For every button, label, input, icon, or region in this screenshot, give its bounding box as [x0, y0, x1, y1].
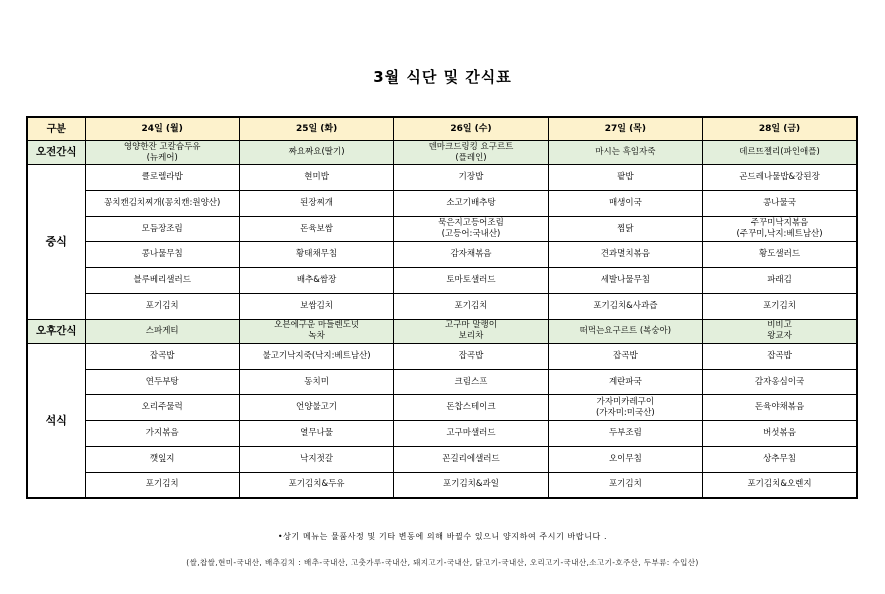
menu-cell: [703, 343, 857, 369]
menu-cell: [239, 369, 393, 395]
menu-cell: [394, 216, 548, 242]
menu-item-text: 매생이국: [608, 197, 642, 208]
lunch-row: [27, 165, 857, 191]
menu-item-text: 감자채볶음: [450, 249, 492, 260]
menu-item-text: 연두부탕: [145, 376, 179, 387]
menu-cell: [703, 268, 857, 294]
meal-category-label: 오전간식: [27, 141, 85, 165]
meal-category-label: 오후간식: [27, 319, 85, 343]
menu-cell: [703, 242, 857, 268]
menu-item-text: 오이무침: [608, 453, 642, 464]
menu-cell: [703, 141, 857, 165]
menu-item-text: 떠먹는요구르트 (복숭아): [579, 325, 672, 336]
menu-item-text: 오리주물럭: [141, 402, 183, 413]
menu-item-text: 언양불고기: [296, 402, 338, 413]
menu-item-text: 잡곡밥: [149, 350, 175, 361]
menu-item-text: 감자옹심이국: [754, 376, 805, 387]
header-day: 25일 (화): [239, 117, 393, 141]
origin-info-text: (쌀,찹쌀,현미-국내산, 배추김치 : 배추-국내산, 고춧가루-국내산, 돼지고기-국내산, 닭고기-국내산, 오리고기-국내산,소고기-호주산, 두부류: 수입산): [186, 558, 699, 567]
menu-item-text: 고구마 말랭이: [444, 320, 497, 331]
menu-item-text: 영양한잔 고칼슘두유: [123, 141, 201, 152]
menu-cell: [85, 293, 239, 319]
menu-cell: [703, 190, 857, 216]
menu-item-text: 포기김치&두유: [288, 479, 345, 490]
menu-item-text: 클로렐라밥: [141, 172, 183, 183]
menu-cell: [548, 319, 702, 343]
menu-item-text: 세발나물무침: [600, 275, 650, 286]
menu-cell: [703, 293, 857, 319]
menu-item-text: 현미밥: [304, 172, 329, 183]
menu-cell: [548, 369, 702, 395]
dinner-row: [27, 369, 857, 395]
menu-cell: [239, 190, 393, 216]
menu-item-text: 동치미: [304, 376, 329, 387]
header-category: 구분: [27, 117, 85, 141]
menu-cell: [239, 319, 393, 343]
menu-item-text: 가지볶음: [145, 428, 179, 439]
menu-item-text: 스파게티: [145, 325, 179, 336]
menu-item-text: 된장찌개: [300, 197, 334, 208]
menu-item-text: (가자미:미국산): [595, 407, 655, 418]
menu-item-text: 깻잎지: [149, 453, 175, 464]
menu-cell: [239, 141, 393, 165]
menu-cell: [703, 446, 857, 472]
menu-cell: [394, 165, 548, 191]
menu-item-text: 포기김치&오렌지: [747, 479, 812, 490]
menu-item-text: 보리차: [458, 331, 484, 342]
menu-item-text: 파래김: [767, 275, 792, 286]
menu-item-text: 돈찹스테이크: [446, 402, 496, 413]
menu-cell: [239, 421, 393, 447]
menu-item-text: 잡곡밥: [613, 350, 638, 361]
menu-item-text: 덴마크드링킹 요구르트: [428, 141, 514, 152]
menu-cell: [85, 141, 239, 165]
menu-item-text: 비비고: [767, 320, 792, 331]
menu-item-text: 곤드레나물밥&강된장: [739, 172, 820, 183]
menu-item-text: 포기김치: [763, 300, 796, 311]
menu-cell: [548, 343, 702, 369]
menu-cell: [548, 141, 702, 165]
menu-item-text: 가자미카레구이: [596, 396, 655, 407]
menu-cell: [394, 369, 548, 395]
menu-cell: [703, 216, 857, 242]
menu-cell: [548, 216, 702, 242]
menu-item-text: (뉴케어): [146, 152, 178, 163]
menu-item-text: 포기김치: [454, 300, 488, 311]
menu-item-text: (주꾸미,낙지:베트남산): [736, 229, 823, 240]
menu-item-text: 마시는 흑임자죽: [595, 147, 656, 158]
menu-item-text: 팥밥: [617, 172, 634, 183]
menu-cell: [85, 343, 239, 369]
menu-cell: [703, 472, 857, 498]
menu-item-text: 짜요짜요(딸기): [288, 147, 345, 158]
menu-cell: [394, 242, 548, 268]
menu-cell: [85, 369, 239, 395]
menu-item-text: 녹차: [308, 331, 325, 342]
menu-cell: [239, 293, 393, 319]
menu-cell: [394, 268, 548, 294]
menu-item-text: 모듬장조림: [141, 223, 183, 234]
menu-cell: [239, 165, 393, 191]
menu-cell: [85, 216, 239, 242]
menu-cell: [703, 319, 857, 343]
menu-cell: [548, 395, 702, 421]
menu-cell: [239, 395, 393, 421]
lunch-row: [27, 216, 857, 242]
menu-cell: [548, 268, 702, 294]
menu-item-text: 꽁치캔김치찌개(꽁치캔:원양산): [104, 197, 221, 208]
menu-item-text: 기장밥: [458, 172, 484, 183]
menu-item-text: 콩나물국: [763, 197, 796, 208]
menu-cell: [394, 190, 548, 216]
notice-text: •상기 메뉴는 물품사정 및 기타 변동에 의해 바뀔수 있으니 양지하여 주시기 바랍니다 .: [277, 532, 608, 541]
dinner-row: [27, 472, 857, 498]
menu-cell: [85, 446, 239, 472]
menu-cell: [548, 242, 702, 268]
menu-cell: [239, 343, 393, 369]
page-title: 3월 식단 및 간식표: [373, 68, 512, 86]
menu-item-text: 포기김치: [145, 479, 179, 490]
dinner-row: [27, 446, 857, 472]
menu-cell: [548, 165, 702, 191]
menu-cell: [239, 216, 393, 242]
menu-item-text: 견과멸치볶음: [600, 249, 650, 260]
menu-cell: [394, 319, 548, 343]
menu-item-text: 황도샐러드: [759, 249, 801, 260]
menu-cell: [548, 190, 702, 216]
menu-item-text: 포기김치: [608, 479, 642, 490]
menu-item-text: 버섯볶음: [763, 428, 796, 439]
menu-item-text: 황태채무침: [296, 249, 338, 260]
menu-item-text: 포기김치: [145, 300, 179, 311]
menu-cell: [85, 268, 239, 294]
menu-item-text: 왕교자: [767, 331, 792, 342]
menu-cell: [239, 472, 393, 498]
meal-category-label: 중식: [27, 165, 85, 320]
menu-cell: [85, 319, 239, 343]
menu-item-text: 낙지젓갈: [300, 453, 334, 464]
menu-item-text: 묵은지고등어조림: [438, 218, 504, 229]
dinner-row: [27, 421, 857, 447]
menu-item-text: 배추&쌈장: [296, 275, 337, 286]
menu-item-text: 포기김치&사과즙: [593, 300, 658, 311]
menu-cell: [548, 421, 702, 447]
lunch-row: [27, 190, 857, 216]
header-day: 28일 (금): [703, 117, 857, 141]
menu-item-text: 두부조림: [608, 428, 642, 439]
menu-item-text: 돈육야채볶음: [754, 402, 805, 413]
menu-item-text: 계란파국: [608, 376, 642, 387]
menu-cell: [703, 369, 857, 395]
menu-item-text: (플레인): [455, 152, 487, 163]
header-day: 26일 (수): [394, 117, 548, 141]
menu-item-text: 잡곡밥: [767, 350, 792, 361]
menu-item-text: 열무나물: [300, 428, 334, 439]
menu-item-text: 상추무침: [763, 453, 796, 464]
menu-cell: [548, 446, 702, 472]
header-day: 27일 (목): [548, 117, 702, 141]
menu-item-text: 크림스프: [454, 376, 488, 387]
header-day: 24일 (월): [85, 117, 239, 141]
menu-cell: [703, 421, 857, 447]
menu-cell: [548, 293, 702, 319]
morning-snack-row: [27, 141, 857, 165]
meal-category-label: 석식: [27, 343, 85, 498]
menu-cell: [85, 242, 239, 268]
menu-cell: [703, 395, 857, 421]
lunch-row: [27, 293, 857, 319]
lunch-row: [27, 268, 857, 294]
menu-cell: [394, 141, 548, 165]
menu-cell: [85, 395, 239, 421]
menu-item-text: (고등어:국내산): [441, 229, 501, 240]
menu-cell: [394, 395, 548, 421]
menu-cell: [394, 343, 548, 369]
menu-cell: [394, 446, 548, 472]
menu-item-text: 불고기낙지죽(낙지:베트남산): [262, 350, 371, 361]
menu-item-text: 꼰길리에샐러드: [442, 453, 500, 464]
menu-cell: [394, 421, 548, 447]
meal-schedule-table: [26, 116, 858, 499]
menu-cell: [85, 190, 239, 216]
menu-cell: [239, 446, 393, 472]
dinner-row: [27, 343, 857, 369]
menu-item-text: 주꾸미낙지볶음: [750, 218, 809, 229]
afternoon-snack-row: [27, 319, 857, 343]
menu-item-text: 소고기배추탕: [446, 197, 496, 208]
menu-item-text: 포기김치&과일: [443, 479, 499, 490]
menu-item-text: 보쌈김치: [300, 300, 334, 311]
menu-item-text: 고구마샐러드: [446, 428, 496, 439]
lunch-row: [27, 242, 857, 268]
menu-item-text: 돈육보쌈: [300, 223, 334, 234]
menu-item-text: 블루베리샐러드: [133, 275, 191, 286]
menu-cell: [85, 472, 239, 498]
menu-item-text: 잡곡밥: [458, 350, 484, 361]
menu-item-text: 찜닭: [617, 223, 634, 234]
menu-cell: [394, 293, 548, 319]
dinner-row: [27, 395, 857, 421]
menu-cell: [239, 268, 393, 294]
menu-cell: [239, 242, 393, 268]
menu-item-text: 데르뜨젤리(파인애플): [739, 147, 820, 158]
menu-cell: [394, 472, 548, 498]
menu-item-text: 오븐에구운 마들렌도넛: [274, 320, 359, 331]
menu-cell: [85, 165, 239, 191]
menu-cell: [703, 165, 857, 191]
menu-cell: [85, 421, 239, 447]
menu-cell: [548, 472, 702, 498]
header-row: [27, 117, 857, 141]
menu-item-text: 토마토샐러드: [446, 275, 496, 286]
menu-item-text: 콩나물무침: [141, 249, 183, 260]
